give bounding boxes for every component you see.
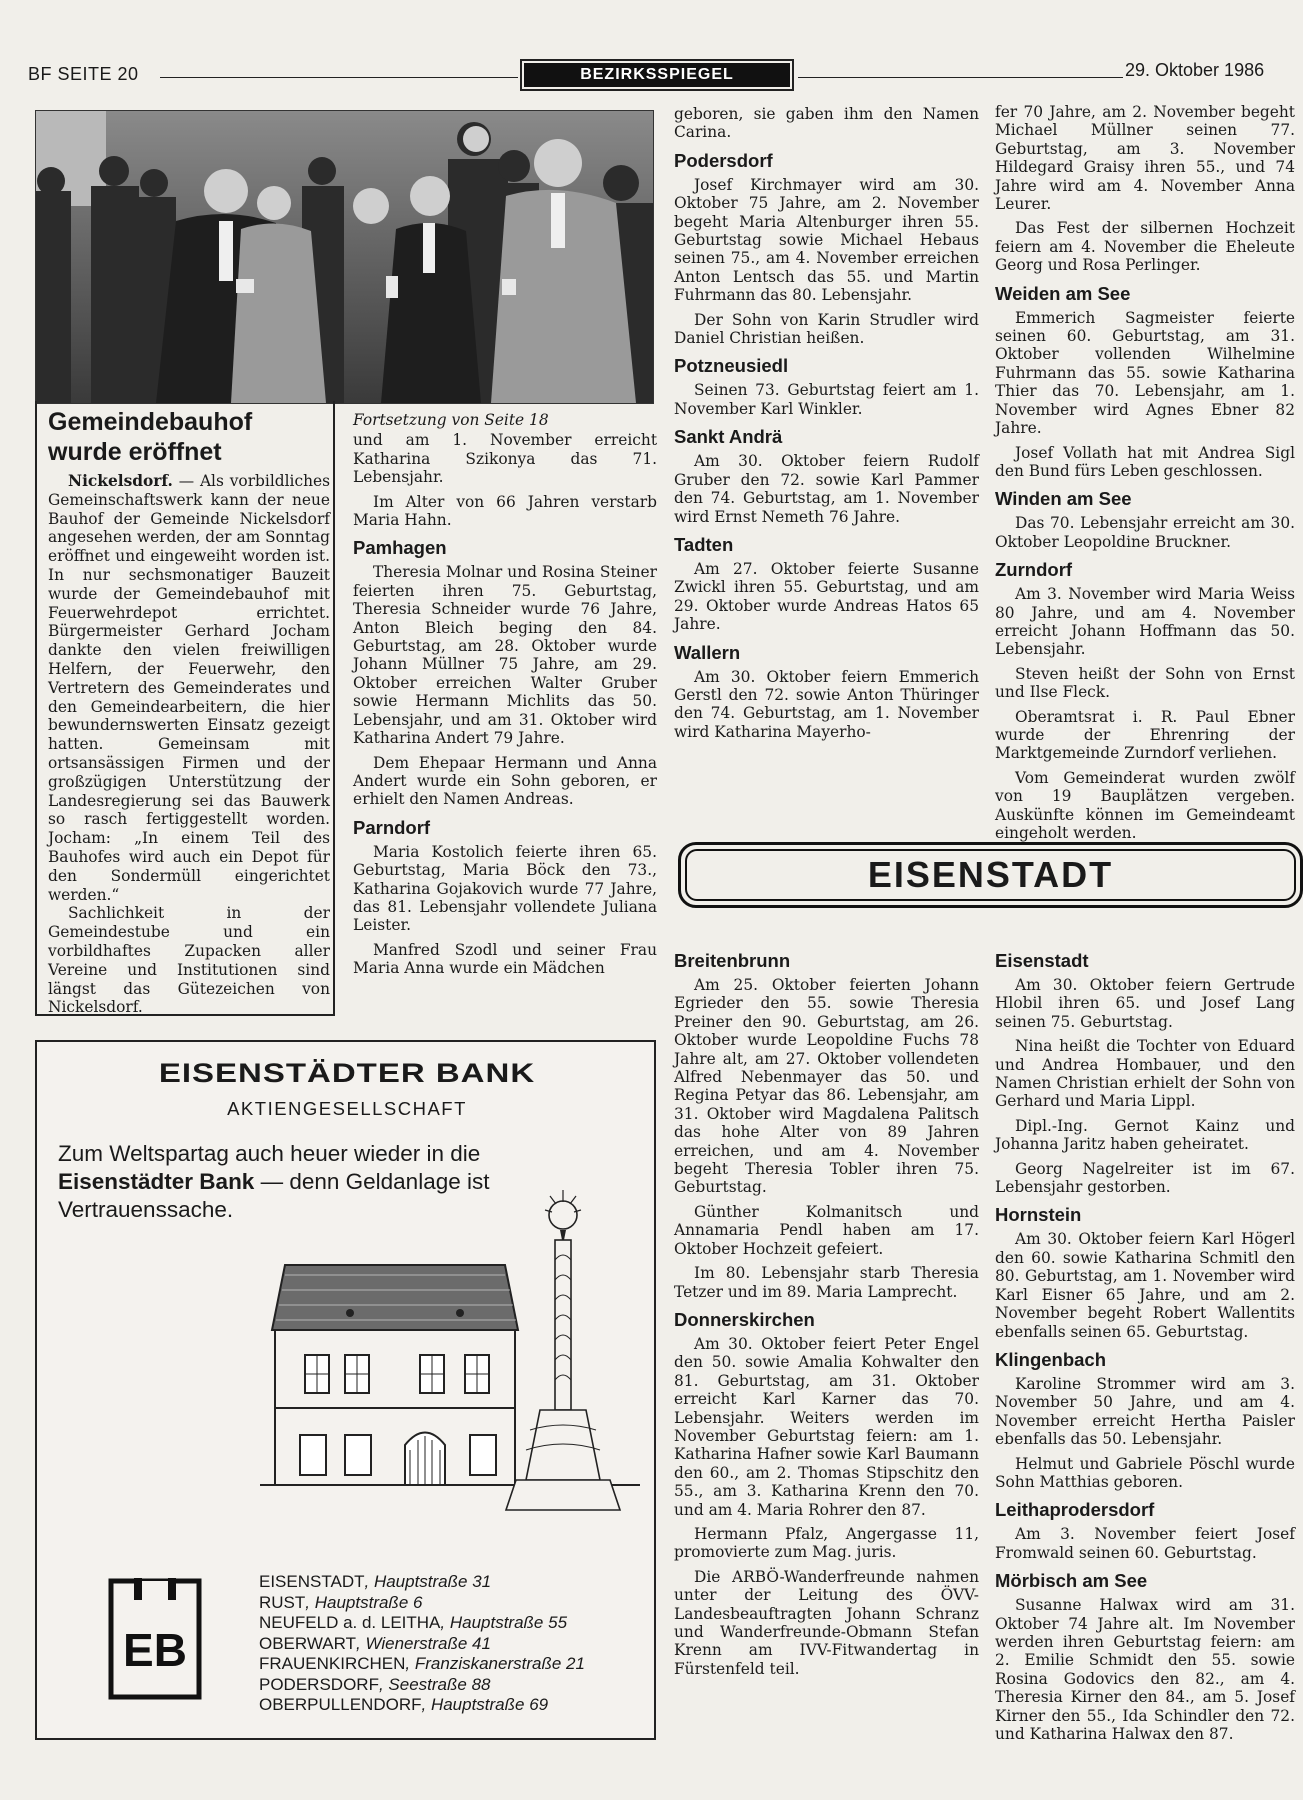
branch-street: Franziskanerstraße 21 [414, 1654, 585, 1673]
branch-address: RUST, Hauptstraße 6 [259, 1592, 423, 1612]
eb-logo-icon [108, 1578, 202, 1700]
town-heading-potzneusiedl: Potzneusiedl [674, 355, 789, 377]
news-paragraph: Oberamtsrat i. R. Paul Ebner wurde der Ehrenring der Marktgemeinde Zurndorf verliehen. [995, 707, 1295, 763]
news-paragraph: Am 3. November feiert Josef Fromwald seinen 60. Geburtstag. [995, 1525, 1295, 1562]
news-paragraph: Am 27. Oktober feierte Susanne Zwickl ihren 55. Geburtstag, und am 29. Oktober wurde Andreas Hatos 65 Jahre. [674, 559, 979, 634]
town-heading-donnerskirchen: Donnerskirchen [674, 1308, 815, 1330]
ad-bank-name: EISENSTÄDTER BANK [158, 1057, 536, 1088]
news-paragraph: Hermann Pfalz, Angergasse 11, promovierte zum Mag. juris. [674, 1524, 979, 1562]
branch-city: PODERSDORF [259, 1674, 379, 1694]
branch-city: EISENSTADT [259, 1572, 365, 1591]
news-paragraph: Seinen 73. Geburtstag feiert am 1. November Karl Winkler. [674, 381, 979, 418]
town-heading-wallern: Wallern [674, 641, 741, 663]
article-body [48, 472, 330, 1017]
photo-opening-ceremony [35, 110, 654, 404]
bank-building-illustration [260, 1180, 640, 1545]
page-number: BF SEITE 20 [28, 64, 139, 84]
ad-slogan-end: — denn Geldanlage ist Vertrauenssache. [58, 1169, 490, 1222]
town-heading-eisenstadt: Eisenstadt [995, 950, 1089, 971]
town-heading-winden: Winden am See [995, 488, 1132, 510]
issue-date: 29. Oktober 1986 [1125, 60, 1265, 80]
article-paragraph: Sachlichkeit in der Gemeindestube und ein vorbildhaftes Zupacken aller Vereine und Institutionen sind längst das Gütezeichen von Nickelsdorf. [48, 904, 330, 1017]
article-paragraph: — Als vorbildliches Gemeinschaftswerk kann der neue Bauhof der Gemeinde Nickelsdorf angesehen werden, der am Sonntag eröffnet und eingeweiht worden ist. In nur sechsmonatiger Bauzeit wurde der Gemeindebauhof mit Feuerwehrdepot errichtet. Bürgermeister Gerhard Jocham dankte den vielen freiwilligen Helfern, der Feuerwehr, den Vertretern des Gemeinderates und den Gemeindearbeitern, die hier bewundernswerten Einsatz gezeigt hatten. Gemeinsam mit ortsansässigen Firmen und der großzügigen Unterstützung der Landesregierung sei das Bauwerk so rasch fertiggestellt worden. Jocham: „In einem Teil des Bauhofes wird auch ein Depot für den Sondermüll eingerichtet werden.“ [48, 472, 330, 904]
town-heading-breitenbrunn: Breitenbrunn [674, 950, 791, 971]
news-paragraph: Maria Kostolich feierte ihren 65. Geburtstag, Maria Böck den 73., Katharina Gojakovich wurde 77 Jahre, das 81. Lebensjahr vollendete Juliana Leister. [353, 842, 657, 935]
news-paragraph: Am 30. Oktober feiern Gertrude Hlobil ihren 65. und Josef Lang seinen 75. Geburtstag. [995, 976, 1295, 1031]
branch-city: FRAUENKIRCHEN [259, 1654, 406, 1673]
branch-city: OBERPULLENDORF [259, 1695, 422, 1714]
section-label: BEZIRKSSPIEGEL [524, 63, 790, 87]
news-paragraph: und am 1. November erreicht Katharina Szikonya das 71. Lebensjahr. [353, 431, 657, 487]
news-paragraph: Am 30. Oktober feiern Emmerich Gerstl den 72. sowie Anton Thüringer den 74. Geburtstag, am 1. November wird Katharina Mayerho- [674, 667, 979, 741]
headline-line-1: Gemeindebauhof [48, 408, 253, 436]
eb-logo-text: EB [123, 1624, 187, 1676]
news-paragraph: Josef Kirchmayer wird am 30. Oktober 75 Jahre, am 2. November begeht Maria Altenburger ihren 55. Geburtstag sowie Michael Hebaus seinen 75., am 4. November erreichen Anton Lentsch das 55. und Martin Fuhrmann das 80. Lebensjahr. [674, 175, 979, 305]
news-paragraph: Georg Nagelreiter ist im 67. Lebensjahr gestorben. [995, 1159, 1295, 1197]
news-paragraph: Susanne Halwax wird am 31. Oktober 74 Jahre alt. Im November werden ihren Geburtstag feiern: am 2. Emilie Schmidt den 55. sowie Rosina Godovics den 82., am 4. Theresia Kirner den 84., am 5. Josef Kirner den 55., Ida Schindler den 72. und Katharina Halwax den 87. [995, 1596, 1295, 1743]
news-column-4 [674, 942, 979, 1684]
news-paragraph: geboren, sie gaben ihm den Namen Carina. [674, 105, 979, 142]
article-dateline: Nickelsdorf. [68, 472, 173, 490]
news-paragraph: Am 30. Oktober feiern Rudolf Gruber den 72. sowie Karl Pammer den 74. Geburtstag, am 1. November wird Ernst Nemeth 76 Jahre. [674, 452, 979, 526]
town-heading-hornstein: Hornstein [995, 1204, 1082, 1226]
branch-street: Hauptstraße 69 [430, 1695, 549, 1714]
news-column-2 [674, 105, 979, 747]
news-paragraph: Am 30. Oktober feiert Peter Engel den 50. sowie Amalia Kohwalter den 81. Geburtstag, am 31. Oktober erreicht Karl Karner das 70. Lebensjahr. Weiters werden im November Geburtstag feiern: am 1. Katharina Hafner sowie Karl Baumann den 60., am 2. Thomas Stipschitz den 55., am 3. Katharina Krenn den 70. und am 4. Maria Rohrer den 87. [674, 1334, 979, 1519]
news-paragraph: Helmut und Gabriele Pöschl wurde Sohn Matthias geboren. [995, 1454, 1295, 1491]
town-heading-pamhagen: Pamhagen [353, 537, 447, 559]
town-heading-weiden: Weiden am See [995, 282, 1131, 304]
branch-address: OBERWART, Wienerstraße 41 [259, 1633, 491, 1653]
header-rule-right [798, 77, 1123, 78]
town-heading-zurndorf: Zurndorf [995, 559, 1073, 581]
town-heading-parndorf: Parndorf [353, 816, 431, 838]
ad-slogan-start: Zum Weltspartag auch heuer wieder in die [58, 1141, 481, 1166]
news-paragraph: fer 70 Jahre, am 2. November begeht Michael Müllner seinen 77. Geburtstag, am 3. November Hildegard Graisy ihren 55., und 74 Jahre wird am 4. November Anna Leurer. [995, 103, 1295, 214]
branch-address: FRAUENKIRCHEN, Franziskanerstraße 21 [259, 1654, 585, 1673]
branch-street: Hauptstraße 55 [449, 1613, 568, 1632]
continuation-note: Fortsetzung von Seite 18 [353, 411, 549, 429]
news-paragraph: Dipl.-Ing. Gernot Kainz und Johanna Jaritz haben geheiratet. [995, 1116, 1295, 1154]
branch-street: Seestraße 88 [388, 1674, 491, 1694]
news-paragraph: Günther Kolmanitsch und Annamaria Pendl haben am 17. Oktober Hochzeit gefeiert. [674, 1202, 979, 1258]
section-label-box [520, 59, 794, 91]
news-paragraph: Josef Vollath hat mit Andrea Sigl den Bund fürs Leben geschlossen. [995, 443, 1295, 480]
news-paragraph: Im 80. Lebensjahr starb Theresia Tetzer und im 89. Maria Lamprecht. [674, 1264, 979, 1301]
district-banner-label: EISENSTADT [685, 849, 1296, 901]
news-paragraph: Der Sohn von Karin Strudler wird Daniel Christian heißen. [674, 310, 979, 348]
news-paragraph: Steven heißt der Sohn von Ernst und Ilse Fleck. [995, 664, 1295, 702]
branch-address: EISENSTADT, Hauptstraße 31 [259, 1572, 492, 1591]
branch-address: OBERPULLENDORF, Hauptstraße 69 [259, 1695, 549, 1714]
branch-address-list [259, 1572, 629, 1716]
branch-city: NEUFELD a. d. LEITHA [259, 1613, 441, 1632]
news-paragraph: Im Alter von 66 Jahren verstarb Maria Hahn. [353, 492, 657, 530]
news-column-3 [995, 103, 1295, 848]
news-column-5 [995, 942, 1295, 1749]
ad-slogan-bank: Eisenstädter Bank [58, 1169, 255, 1194]
news-paragraph: Am 30. Oktober feiern Karl Högerl den 60. sowie Katharina Schmitl den 80. Geburtstag, am 1. November wird Karl Eisner 65 Jahre, und am 2. November begeht Robert Wallentits ebenfalls seinen 65. Geburtstag. [995, 1230, 1295, 1341]
header-rule-left [160, 77, 518, 78]
news-column-1 [353, 411, 657, 984]
news-paragraph: Karoline Strommer wird am 3. November 50 Jahre, und am 4. November erreicht Hertha Paisler ebenfalls das 50. Lebensjahr. [995, 1374, 1295, 1449]
news-paragraph: Vom Gemeinderat wurden zwölf von 19 Bauplätzen vergeben. Auskünfte können im Gemeindeamt eingeholt werden. [995, 768, 1295, 842]
branch-street: Wienerstraße 41 [365, 1633, 491, 1653]
town-heading-klingenbach: Klingenbach [995, 1348, 1107, 1370]
branch-street: Hauptstraße 31 [373, 1572, 492, 1591]
news-paragraph: Manfred Szodl und seiner Frau Maria Anna wurde ein Mädchen [353, 940, 657, 978]
district-banner [678, 842, 1303, 908]
branch-city: RUST [259, 1592, 306, 1612]
photo-crowd-image [36, 111, 653, 403]
town-heading-tadten: Tadten [674, 533, 734, 555]
news-paragraph: Die ARBÖ-Wanderfreunde nahmen unter der Leitung des ÖVV-Landesbeauftragten Johann Schranz und Wanderfreunde-Obmann Stefan Krenn am IVV-Fitwandertag in Fürstenfeld teil. [674, 1567, 979, 1678]
news-paragraph: Das 70. Lebensjahr erreicht am 30. Oktober Leopoldine Bruckner. [995, 514, 1295, 551]
town-heading-sankt-andrae: Sankt Andrä [674, 426, 783, 448]
headline-line-2: wurde eröffnet [48, 438, 222, 466]
news-paragraph: Das Fest der silbernen Hochzeit feiern am 4. November die Eheleute Georg und Rosa Perlinger. [995, 219, 1295, 275]
news-paragraph: Am 3. November wird Maria Weiss 80 Jahre, und am 4. November erreicht Johann Hoffmann das 50. Lebensjahr. [995, 585, 1295, 659]
branch-address: NEUFELD a. d. LEITHA, Hauptstraße 55 [259, 1613, 568, 1632]
news-paragraph: Emmerich Sagmeister feierte seinen 60. Geburtstag, am 31. Oktober vollenden Wilhelmine Fuhrmann das 55. sowie Katharina Thier das 70. Lebensjahr, am 1. November wird Agnes Ebner 82 Jahre. [995, 308, 1295, 438]
town-heading-leithaprodersdorf: Leithaprodersdorf [995, 1499, 1155, 1521]
article-headline [48, 407, 328, 467]
branch-city: OBERWART [259, 1633, 356, 1653]
town-heading-podersdorf: Podersdorf [674, 149, 773, 171]
branch-address: PODERSDORF, Seestraße 88 [259, 1674, 491, 1694]
ad-company-type: AKTIENGESELLSCHAFT [227, 1098, 467, 1119]
news-paragraph: Theresia Molnar und Rosina Steiner feierten ihren 75. Geburtstag, Theresia Schneider wurde 76 Jahre, Anton Bleich beging den 84. Geburtstag, am 28. Oktober wurde Johann Müllner 75 Jahre, am 29. Oktober erreichen Walter Gruber sowie Hermann Michlits das 50. Lebensjahr, und am 31. Oktober wird Katharina Andert 79 Jahre. [353, 563, 657, 748]
branch-street: Hauptstraße 6 [314, 1592, 423, 1612]
news-paragraph: Dem Ehepaar Hermann und Anna Andert wurde ein Sohn geboren, er erhielt den Namen Andreas. [353, 753, 657, 809]
town-heading-moerbisch: Mörbisch am See [995, 1570, 1148, 1592]
news-paragraph: Nina heißt die Tochter von Eduard und Andrea Hombauer, und den Namen Christian erhielt der Sohn von Gerhard und Maria Lippl. [995, 1037, 1295, 1111]
news-paragraph: Am 25. Oktober feierten Johann Egrieder den 55. sowie Theresia Preiner den 90. Geburtstag, am 26. Oktober wurde Leopoldine Fuchs 78 Jahre alt, am 27. Oktober vollendeten Alfred Nebenmayer das 50. und Regina Petyar das 86. Lebensjahr, am 31. Oktober wird Magdalena Palitsch das hohe Alter von 89 Jahren erreichen, und am 4. November begeht Theresia Tobler ihren 75. Geburtstag. [674, 976, 979, 1197]
